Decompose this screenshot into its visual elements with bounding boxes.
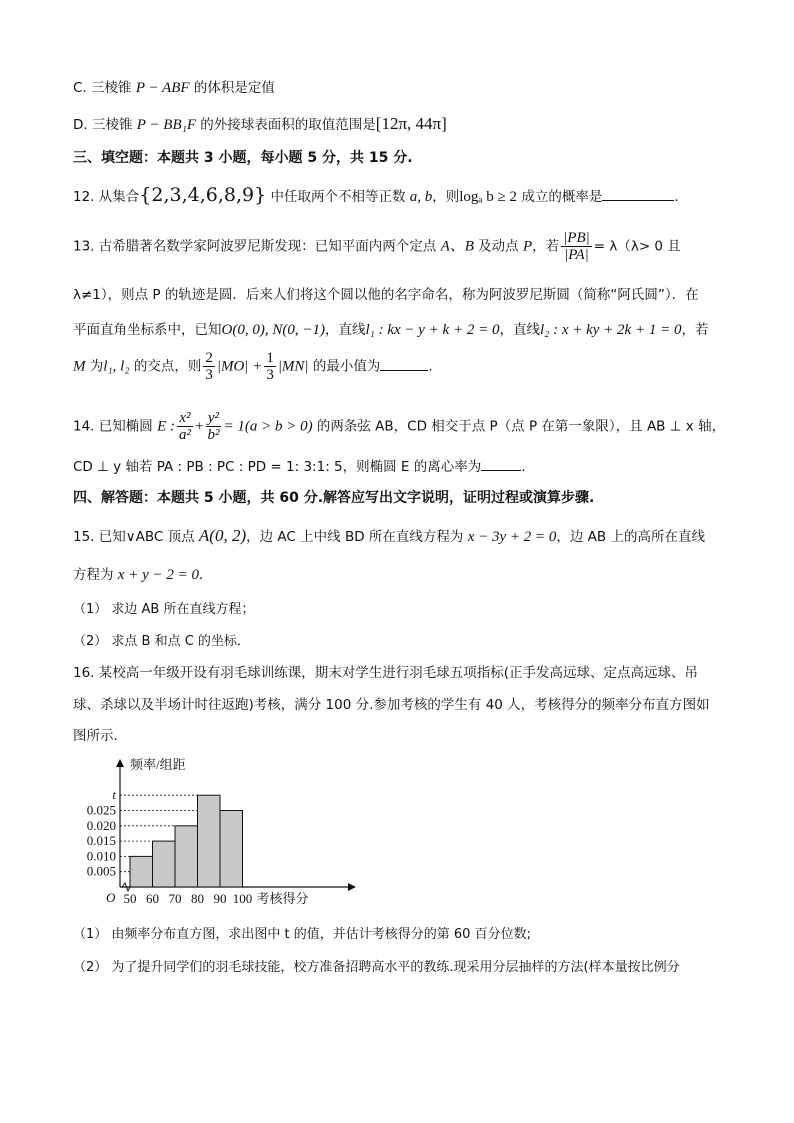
histogram-bar <box>130 856 153 887</box>
x-axis-label: 考核得分 <box>256 891 309 906</box>
question-14-line-1: 14. 已知椭圆 E : $\frac{\text{x²}}{\text{a²}}$ + $\frac{\text{y²}}{\text{b²}}$ = 1(a > b > 0) 的两条弦 AB，CD 相交于点 P（点 P 在第一象限），且 AB ⊥ x 轴， <box>73 410 726 443</box>
y-axis-label: 频率/组距 <box>130 757 186 772</box>
x-tick-label: 90 <box>213 891 227 906</box>
histogram-bar <box>175 826 198 887</box>
histogram-bar <box>220 811 243 888</box>
y-tick-label: 0.010 <box>86 848 116 864</box>
question-16-part-1: （1） 由频率分布直方图，求出图中 t 的值，并估计考核得分的第 60 百分位数; <box>73 927 531 942</box>
section-solve-heading: 四、解答题：本题共 5 小题，共 60 分.解答应写出文字说明，证明过程或演算步骤. <box>73 490 595 506</box>
y-tick-label-t: t <box>112 787 116 803</box>
question-15-part-2: （2） 求点 B 和点 C 的坐标． <box>73 634 250 649</box>
option-d: D. 三棱锥 P − BB₁F 的外接球表面积的取值范围是[12π, 44π] <box>73 114 447 133</box>
question-13-line-1: 13. 古希腊著名数学家阿波罗尼斯发现：已知平面内两个定点 A、B 及动点 P，若 $\frac{|PB|}{|PA|}$ = λ（λ> 0 且 <box>73 230 681 263</box>
question-13-line-2: λ≠1），则点 P 的轨迹是圆．后来人们将这个圆以他的名字命名，称为阿波罗尼斯圆（简称“阿氏圆”）．在 <box>73 287 699 303</box>
question-12: 12. 从集合{2,3,4,6,8,9} 中任取两个不相等正数 a, b，则logₐ b ≥ 2 成立的概率是 . <box>73 184 679 206</box>
x-tick-label: 60 <box>146 891 159 906</box>
y-squared-fraction: $\frac{\text{y²}}{\text{b²}}$ <box>207 410 220 443</box>
answer-blank <box>481 456 521 471</box>
x-tick-label: 70 <box>168 891 182 906</box>
section-fill-in-heading: 三、填空题：本题共 3 小题，每小题 5 分，共 15 分. <box>73 150 413 166</box>
x-tick-label: 80 <box>191 891 204 906</box>
question-16-part-2: （2） 为了提升同学们的羽毛球技能，校方准备招聘高水平的教练.现采用分层抽样的方法(样本量按比例分 <box>73 960 680 975</box>
question-16-line-2: 球、杀球以及半场计时往返跑)考核，满分 100 分.参加考核的学生有 40 人，考核得分的频率分布直方图如 <box>73 697 710 713</box>
histogram-bar <box>153 841 176 887</box>
question-14-line-2: CD ⊥ y 轴若 PA : PB : PC : PD = 1: 3:1: 5，则椭圆 E 的离心率为 . <box>73 456 526 477</box>
y-tick-label: 0.015 <box>86 833 116 849</box>
two-thirds-fraction: $\frac{2}{3}$ <box>205 350 213 383</box>
y-tick-label: 0.025 <box>86 802 116 818</box>
question-16-line-3: 图所示. <box>73 728 118 744</box>
answer-blank <box>602 186 674 201</box>
ratio-fraction: $\frac{|PB|}{|PA|}$ <box>563 230 590 263</box>
question-15-line-2: 方程为 x + y − 2 = 0． <box>73 567 213 583</box>
question-15-line-1: 15. 已知∨ABC 顶点 A(0, 2)，边 AC 上中线 BD 所在直线方程为 x − 3y + 2 = 0，边 AB 上的高所在直线 <box>73 526 705 545</box>
origin-label: O <box>106 890 116 905</box>
x-squared-fraction: $\frac{\text{x²}}{\text{a²}}$ <box>178 410 191 443</box>
y-tick-label: 0.005 <box>86 863 116 879</box>
question-13-line-4: M 为l₁, l₂ 的交点，则 $\frac{2}{3}$ |MO| + $\frac{1}{3}$ |MN| 的最小值为 . <box>73 350 433 383</box>
x-tick-label: 50 <box>123 891 137 906</box>
x-tick-label: 100 <box>232 891 253 906</box>
histogram-bar <box>198 795 221 887</box>
frequency-histogram <box>60 755 360 910</box>
one-third-fraction: $\frac{1}{3}$ <box>266 350 274 383</box>
x-axis-arrow <box>348 883 356 891</box>
question-15-part-1: （1） 求边 AB 所在直线方程； <box>73 602 255 617</box>
question-13-line-3: 平面直角坐标系中，已知O(0, 0), N(0, −1)，直线l₁ : kx − y + k + 2 = 0，直线l₂ : x + ky + 2k + 1 = 0，若 <box>73 322 709 338</box>
question-16-line-1: 16. 某校高一年级开设有羽毛球训练课，期末对学生进行羽毛球五项指标(正手发高远球、定点高远球、吊 <box>73 665 699 681</box>
y-tick-label: 0.020 <box>86 817 116 833</box>
answer-blank <box>380 356 428 371</box>
y-axis-arrow <box>116 759 124 767</box>
option-c: C. 三棱锥 P − ABF 的体积是定值 <box>73 80 275 96</box>
